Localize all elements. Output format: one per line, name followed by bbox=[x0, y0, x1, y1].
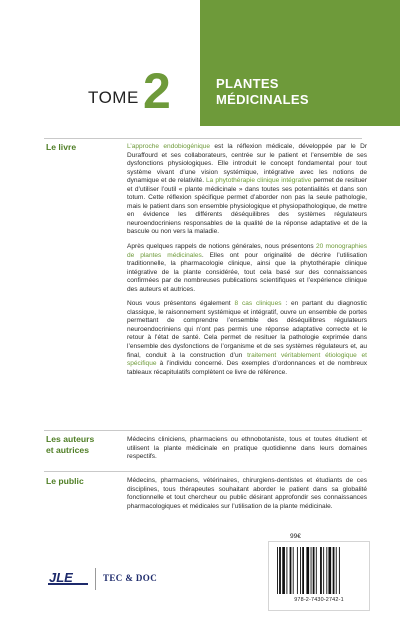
text-run: : en partant du diagnostic classique, le raisonnement systémique et intégratif, ouvre un ensemble de portes permettant de comprendre l’ensemble des déséquilibres régulateurs neuroendocriniens qui n’ont pas permis une réponse adaptative correcte et le retour à l’état de santé. Cela permet de resituer la pathologie exprimée dans l’ensemble des dysfonctions de l’organisme et de ses systèmes régulateurs et, au final, conduit à la construction d’un bbox=[127, 300, 367, 359]
svg-text:JLE: JLE bbox=[49, 570, 73, 585]
barcode-bars bbox=[277, 547, 361, 594]
section-label-public: Le public bbox=[46, 476, 84, 486]
text-run: est la réflexion médicale, développée par le Dr Duraffourd et ses collaborateurs, centrée sur le patient et l’ensemble de ses dysfonctions physiologiques. Elle introduit le concept fondamental pour tout système vivant d’une vision systémique, intégrative avec les notions de dynamique et de relativité. bbox=[127, 143, 367, 185]
section-label-auteurs bbox=[46, 434, 116, 456]
text-run: Après quelques rappels de notions générales, nous présentons bbox=[127, 243, 316, 251]
livre-paragraph-3 bbox=[127, 300, 367, 377]
auteurs-label-line2: et autrices bbox=[46, 445, 89, 455]
text-run: . Elles ont pour originalité de décrire l’utilisation traditionnelle, la pharmacologie clinique, ainsi que la phytothérapie clinique intégrative de la plante considérée, tout cela basé sur des connaissances confirmées par de nombreuses publications scientifiques et l’expérience clinique des auteurs et autrices. bbox=[127, 251, 367, 293]
section-divider-livre bbox=[44, 138, 362, 139]
auteurs-paragraph: Médecins cliniciens, pharmaciens ou ethnobotaniste, tous et toutes étudient et utilisent la plante médicinale en pratique quotidienne dans leurs domaines respectifs. bbox=[127, 436, 367, 461]
tome-label: TOME bbox=[88, 88, 139, 107]
tome-number: 2 bbox=[143, 63, 171, 119]
public-paragraph: Médecins, pharmaciens, vétérinaires, chirurgiens-dentistes et étudiants de ces disciplines, tous thérapeutes souhaitant aborder le patient dans sa globalité fonctionnelle et tout chercheur ou public désirant approfondir ses connaissances pharmacologiques et médicales sur l’utilisation de la plante médicinale. bbox=[127, 477, 367, 510]
section-body-livre bbox=[127, 143, 367, 383]
text-run: Nous vous présentons également bbox=[127, 300, 235, 308]
livre-paragraph-2 bbox=[127, 243, 367, 294]
isbn-number: 978-2-7430-2742-1 bbox=[294, 597, 344, 603]
section-label-livre: Le livre bbox=[46, 142, 77, 152]
tecdoc-logo: TEC & DOC bbox=[103, 573, 158, 583]
series-title-line1: PLANTES bbox=[216, 76, 279, 91]
auteurs-label-line1: Les auteurs bbox=[46, 434, 95, 444]
livre-paragraph-1 bbox=[127, 143, 367, 237]
highlight-approche: L’approche endobiogénique bbox=[127, 143, 211, 150]
section-divider-auteurs bbox=[44, 430, 362, 431]
text-run: à l’individu concerné. Des exemples d’ordonnances et de nombreux tableaux récapitulatifs complètent ce livre de référence. bbox=[127, 360, 367, 376]
section-body-auteurs bbox=[127, 436, 367, 468]
section-body-public bbox=[127, 477, 367, 517]
price-label: 99€ bbox=[290, 533, 301, 540]
barcode bbox=[268, 541, 370, 611]
highlight-cas-cliniques: 8 cas cliniques bbox=[234, 300, 282, 308]
series-title bbox=[216, 76, 386, 108]
jle-logo bbox=[48, 570, 88, 588]
highlight-traitement: traitement véritablement étiologique et spécifique bbox=[127, 351, 367, 368]
logo-separator bbox=[95, 568, 96, 590]
highlight-monographies: 20 monographies de plantes médicinales bbox=[127, 243, 367, 259]
section-divider-public bbox=[44, 471, 362, 472]
highlight-phytotherapie: La phytothérapie clinique intégrative bbox=[206, 177, 312, 185]
text-run: permet de resituer et d’utiliser l’outil « plante médicinale » dans toutes ses potentialités et dans son totum. Cette réflexion spécifique permet d’aborder non pas la seule pathologie, mais le patient dans son ensemble physiologique et physiopathologique, de mettre en évidence les différents déséquilibres des systèmes régulateurs neuroendocriniens responsables de la qualité de la réponse adaptative et de la bascule ou non vers la maladie. bbox=[127, 177, 367, 236]
series-title-line2: MÉDICINALES bbox=[216, 92, 309, 107]
